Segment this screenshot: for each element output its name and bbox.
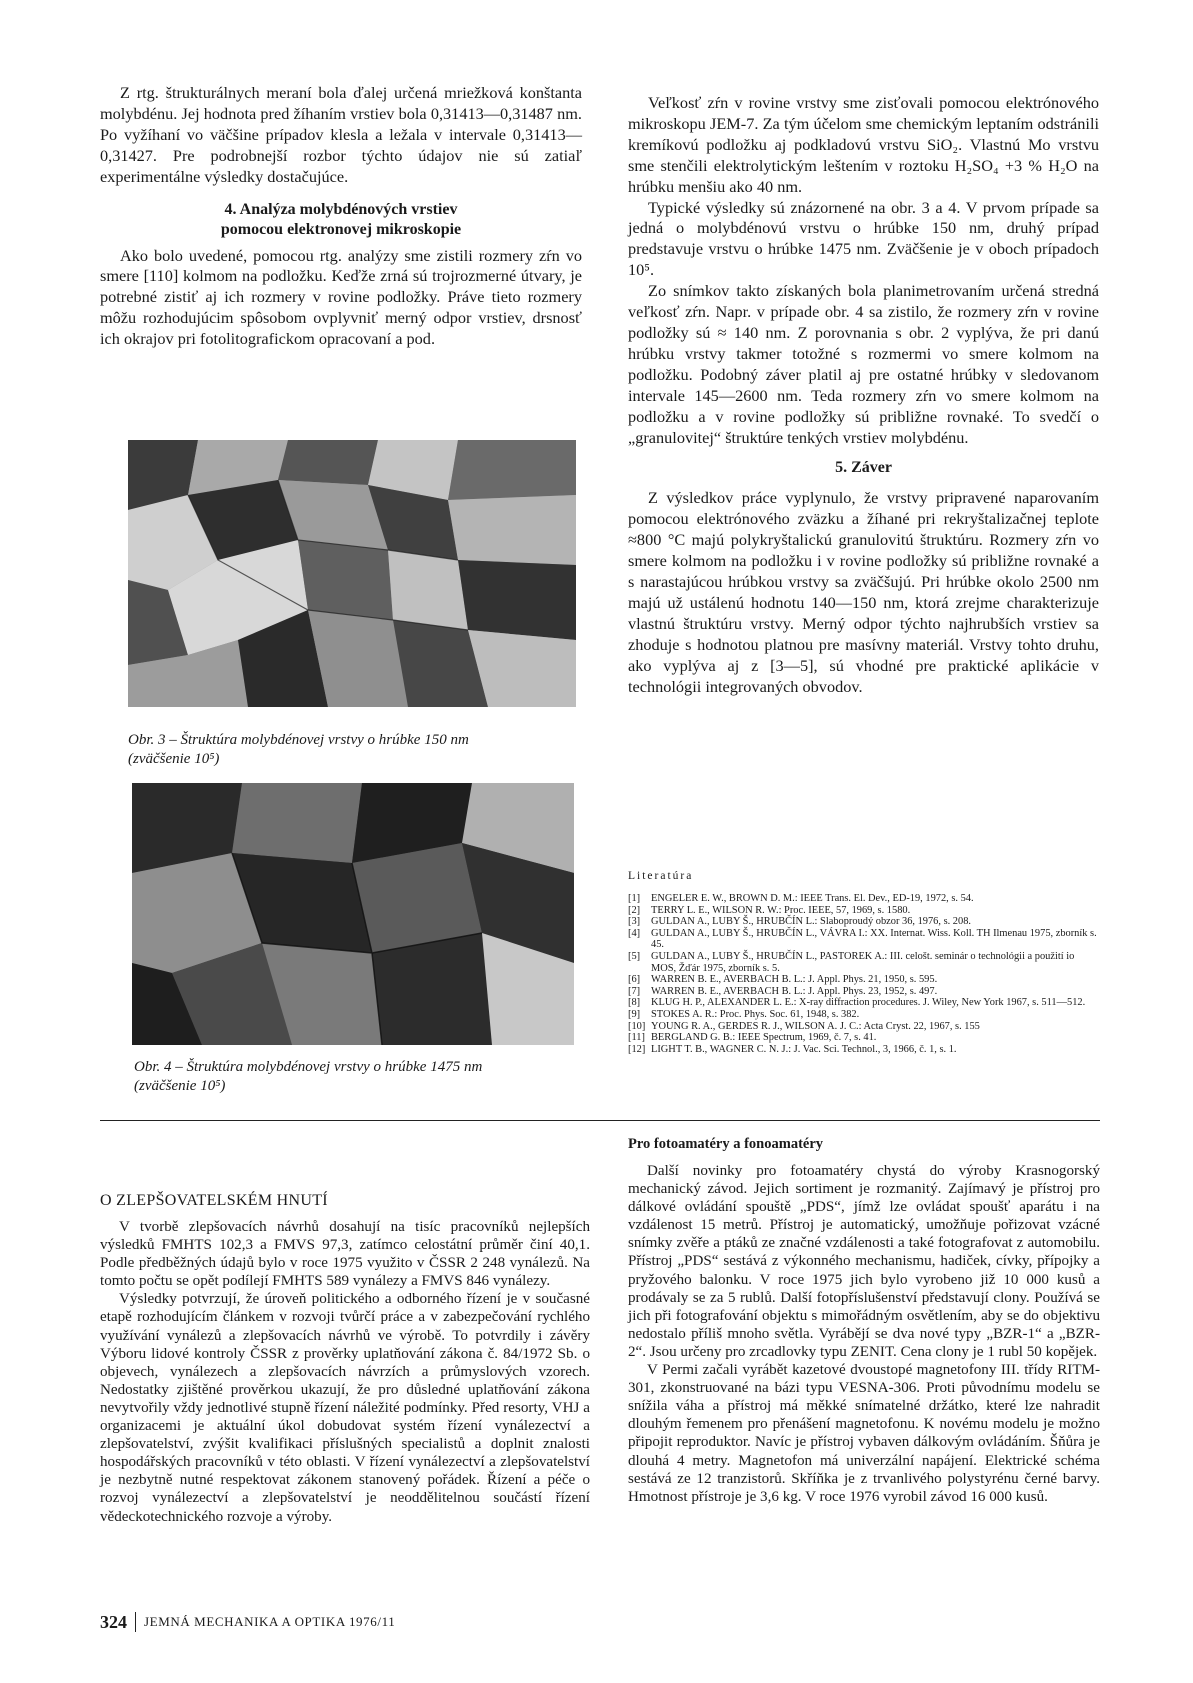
section-heading: pomocou elektronovej mikroskopie — [220, 220, 462, 238]
reference-number: [11] — [628, 1032, 645, 1044]
left-column — [100, 83, 582, 350]
paragraph: Z rtg. štrukturálnych meraní bola ďalej určená mriežková konštanta molybdénu. Jej hodnota pred žíhaním vrstiev bola 0,31413—0,31487 nm. Po vyžíhaní vo väčšine prípadov klesla a ležala v intervale 0,31413—0,31427. Pre podrobnejší rozbor týchto údajov nie sú zatiaľ experimentálne výsledky dostačujúce. — [100, 83, 582, 186]
lower-left-column — [100, 1192, 590, 1526]
figure-3-micrograph — [128, 440, 576, 707]
reference-item — [628, 1032, 1099, 1044]
reference-item — [628, 986, 1099, 998]
paragraph: V tvorbě zlepšovacích návrhů dosahují na tisíc pracovníků nejlepších výsledků FMHTS 102,3 a FMVS 97,3, zatímco celostátní průměr činí 40,1. Podle předběžných údajů bylo v roce 1975 využito v ČSSR 2 248 vynálezů. Na tomto počtu se opět podílejí FMHTS 589 vynálezy a FMVS 846 vynálezy. — [100, 1219, 590, 1290]
reference-text: GULDAN A., LUBY Š., HRUBČÍN L., PASTOREK A.: III. celošt. seminár o technológii a použití io MOS, Žďár 1975, zborník s. 5. — [651, 950, 1075, 974]
footer-separator — [135, 1612, 136, 1632]
reference-number: [8] — [628, 997, 641, 1009]
reference-text: KLUG H. P., ALEXANDER L. E.: X-ray diffraction procedures. J. Wiley, New York 1967, s. 511—512. — [651, 997, 1086, 1009]
caption-line: Obr. 4 – Štruktúra molybdénovej vrstvy o hrúbke 1475 nm — [134, 1059, 483, 1075]
reference-number: [3] — [628, 916, 641, 928]
reference-text: YOUNG R. A., GERDES R. J., WILSON A. J. C.: Acta Cryst. 22, 1967, s. 155 — [651, 1020, 980, 1032]
caption-line: Obr. 3 – Štruktúra molybdénovej vrstvy o hrúbke 150 nm — [128, 732, 469, 748]
journal-title: JEMNÁ MECHANIKA A OPTIKA 1976/11 — [144, 1614, 396, 1629]
paragraph: V Permi začali vyrábět kazetové dvoustopé magnetofony III. třídy RITM-301, zkonstruované na bázi typu VESNA-306. Proti původnímu modelu se snížila váha a přístroj má měkké snímatelné držátko, které lze nahradit dlouhým řemenem pro přenášení magnetofonu. K novému modelu je možno připojit reproduktor. Navíc je přístroj vybaven dálkovým ovládáním. Šňůra je dlouhá 4 metry. Magnetofon má univerzální napájení. Elektrické schéma sestává ze 12 tranzistorů. Skříňka je z trvanlivého polystyrénu černé barvy. Hmotnost přístroje je 3,6 kg. V roce 1976 vyrobil závod 16 000 kusů. — [628, 1362, 1100, 1505]
reference-text: STOKES A. R.: Proc. Phys. Soc. 61, 1948, s. 382. — [651, 1008, 860, 1020]
reference-number: [9] — [628, 1008, 641, 1020]
caption-line: (zväčšenie 10⁵) — [134, 1078, 226, 1094]
paragraph: Veľkosť zŕn v rovine vrstvy sme zisťovali pomocou elektrónového mikroskopu JEM-7. Za tým účelom sme chemickým leptaním odstránili kremíkovú podložku aj podkladovú vrstvu SiO₂. Vlastnú Mo vrstvu sme stenčili elektrolytickým leštením v roztoku H₂SO₄ +3 % H₂O na hrúbku menšiu ako 40 nm. — [628, 93, 1099, 196]
section-heading: 4. Analýza molybdénových vrstiev — [224, 200, 458, 218]
reference-text: WARREN B. E., AVERBACH B. L.: J. Appl. Phys. 21, 1950, s. 595. — [651, 974, 938, 986]
reference-text: GULDAN A., LUBY Š., HRUBČÍN L.: Slaboproudý obzor 36, 1976, s. 208. — [651, 916, 971, 928]
caption-line: (zväčšenie 10⁵) — [128, 751, 220, 767]
paragraph: Další novinky pro fotoamatéry chystá do výroby Krasnogorský mechanický závod. Jejich sortiment je rozmanitý. Zajímavý je přístroj pro dálkové ovládání spouště „PDS“, jímž lze ovládat spoušť aparátu i na vzdálenost 15 metrů. Přístroj je automatický, umožňuje pořizovat vzácné snímky zvěře a ptáků ze značné vzdálenosti a také fotografovat z automobilu. Přístroj „PDS“ sestává z výkonného mechanismu, hadiček, cívky, přípojky a pryžového balonku. V roce 1975 jich bylo vyrobeno již 10 000 kusů a prodávaly se za 5 rublů. Další fotopříslušenství představují clony. Používá se jich při fotografování objektu s mimořádným osvětlením, aby se do objektivu nedostalo příliš mnoho světla. Vyrábějí se dva nové typy „BZR-1“ a „BZR-2“. Jsou určeny pro zrcadlovky typu ZENIT. Cena clony je 1 rubl 50 kopějek. — [628, 1163, 1100, 1360]
paragraph: Výsledky potvrzují, že úroveň politického a odborného řízení je v současné etapě rozhodujícím článkem v rozvoji tvůrčí práce a v zabezpečování rychlého využívání vynálezů a zlepšovacích návrhů ve výrobě. To potvrdily i závěry Výboru lidové kontroly ČSSR z prověrky uplatňování zákona č. 84/1972 Sb. o objevech, vynálezech a zlepšovacích návrzích a průmyslových vzorech. Nedostatky zjištěné prověrkou ukazují, že pro důsledné uplatňování zákona nevytvořily vždy jednotlivé stupně řízení náležité podmínky. Před resorty, VHJ a organizacemi je aktuální úkol dobudovat systém řízení vynálezectví a zlepšovatelství, zvýšit kvalifikaci příslušných specialistů a doplnit znalosti hospodářských pracovníků v této oblasti. V řízení vynálezectví a zlepšovatelství je nezbytně nutné respektovat zákonem stanovený pořádek. Řízení a péče o rozvoj vynálezectví a zlepšovatelství je neoddělitelnou součástí řízení vědeckotechnického rozvoje a výroby. — [100, 1291, 590, 1525]
article-title: O ZLEPŠOVATELSKÉM HNUTÍ — [100, 1192, 328, 1209]
reference-item — [628, 928, 1099, 951]
reference-number: [2] — [628, 904, 641, 916]
reference-item — [628, 951, 1099, 974]
reference-text: GULDAN A., LUBY Š., HRUBČÍN L., VÁVRA I.: XX. Internat. Wiss. Koll. TH Ilmenau 1975, zborník s. 45. — [651, 927, 1097, 951]
reference-number: [7] — [628, 985, 641, 997]
reference-number: [12] — [628, 1043, 646, 1055]
lower-right-column — [628, 1136, 1100, 1506]
grain-structure-image — [132, 783, 574, 1045]
reference-item — [628, 1044, 1099, 1056]
right-column — [628, 93, 1099, 697]
paragraph: Z výsledkov práce vyplynulo, že vrstvy pripravené naparovaním pomocou elektrónového zväzku a žíhané pri rekryštalizačnej teplote ≈800 °C majú polykryštalickú granulovitú štruktúru. Rozmery zŕn vo smere kolmom na podložku i v rovine podložky sú približne rovnaké a s narastajúcou hrúbkou vrstvy sa zväčšujú. Pri hrúbke okolo 2500 nm majú už ustálenú hodnotu 140—150 nm, ktorá zrejme charakterizuje vlastnú štruktúru vrstvy. Merný odpor týchto najhrubších vrstiev sa zhoduje s hodnotou platnou pre masívny materiál. Vrstvy tohto druhu, ako vyplýva aj z [3—5], sú vhodné pre praktické aplikácie v technológii integrovaných obvodov. — [628, 488, 1099, 696]
reference-number: [5] — [628, 950, 641, 962]
reference-item — [628, 916, 1099, 928]
article-title: Pro fotoamatéry a fonoamatéry — [628, 1136, 824, 1152]
reference-text: BERGLAND G. B.: IEEE Spectrum, 1969, č. 7, s. 41. — [651, 1032, 877, 1044]
reference-item — [628, 974, 1099, 986]
paragraph: Typické výsledky sú znázornené na obr. 3 a 4. V prvom prípade sa jedná o molybdénovú vrstvu o hrúbke 150 nm, druhý prípad predstavuje vrstvu o hrúbke 1475 nm. Zväčšenie je v oboch prípadoch 10⁵. — [628, 197, 1099, 280]
section-divider — [100, 1120, 1100, 1121]
figure-4-micrograph — [132, 783, 574, 1045]
references-heading: Literatúra — [628, 870, 694, 882]
references-list — [628, 893, 1099, 1055]
grain-structure-image — [128, 440, 576, 707]
figure-4-caption — [134, 1058, 594, 1096]
page-footer — [100, 1611, 395, 1633]
reference-item — [628, 1021, 1099, 1033]
reference-text: WARREN B. E., AVERBACH B. L.: J. Appl. Phys. 23, 1952, s. 497. — [651, 985, 938, 997]
paragraph: Ako bolo uvedené, pomocou rtg. analýzy sme zistili rozmery zŕn vo smere [110] kolmom na podložku. Keďže zrná sú trojrozmerné útvary, je potrebné zistiť aj ich rozmery v rovine podložky. Práve tieto rozmery môžu rozhodujúcim spôsobom ovplyvniť merný odpor vrstiev, drsnosť ich okrajov pri fotolitografickom opracovaní a pod. — [100, 245, 582, 349]
reference-number: [6] — [628, 974, 641, 986]
reference-number: [4] — [628, 927, 641, 939]
page-number: 324 — [100, 1611, 127, 1632]
reference-number: [1] — [628, 893, 641, 904]
reference-text: LIGHT T. B., WAGNER C. N. J.: J. Vac. Sci. Technol., 3, 1966, č. 1, s. 1. — [651, 1043, 957, 1055]
figure-3-caption — [128, 731, 588, 769]
paragraph: Zo snímkov takto získaných bola planimetrovaním určená stredná veľkosť zŕn. Napr. v prípade obr. 4 sa zistilo, že rozmery zŕn v rovine podložky sú ≈ 140 nm. Z porovnania s obr. 2 vyplýva, že pri danú hrúbku vrstvy takmer totožné s rozmermi vo smere kolmom na podložku. Podobný záver platil aj pre ostatné hrúbky v sledovanom intervale 145—2600 nm. Teda rozmery zŕn vo smere kolmom na podložku a v rovine podložky sú približne rovnaké. To svedčí o „granulovitej“ štruktúre tenkých vrstiev molybdénu. — [628, 281, 1099, 447]
reference-text: ENGELER E. W., BROWN D. M.: IEEE Trans. El. Dev., ED-19, 1972, s. 54. — [651, 893, 974, 904]
reference-text: TERRY L. E., WILSON R. W.: Proc. IEEE, 57, 1969, s. 1580. — [651, 904, 911, 916]
reference-item — [628, 893, 1099, 905]
reference-item — [628, 1009, 1099, 1021]
reference-item — [628, 997, 1099, 1009]
section-heading: 5. Záver — [835, 459, 892, 477]
reference-number: [10] — [628, 1020, 646, 1032]
reference-item — [628, 905, 1099, 917]
